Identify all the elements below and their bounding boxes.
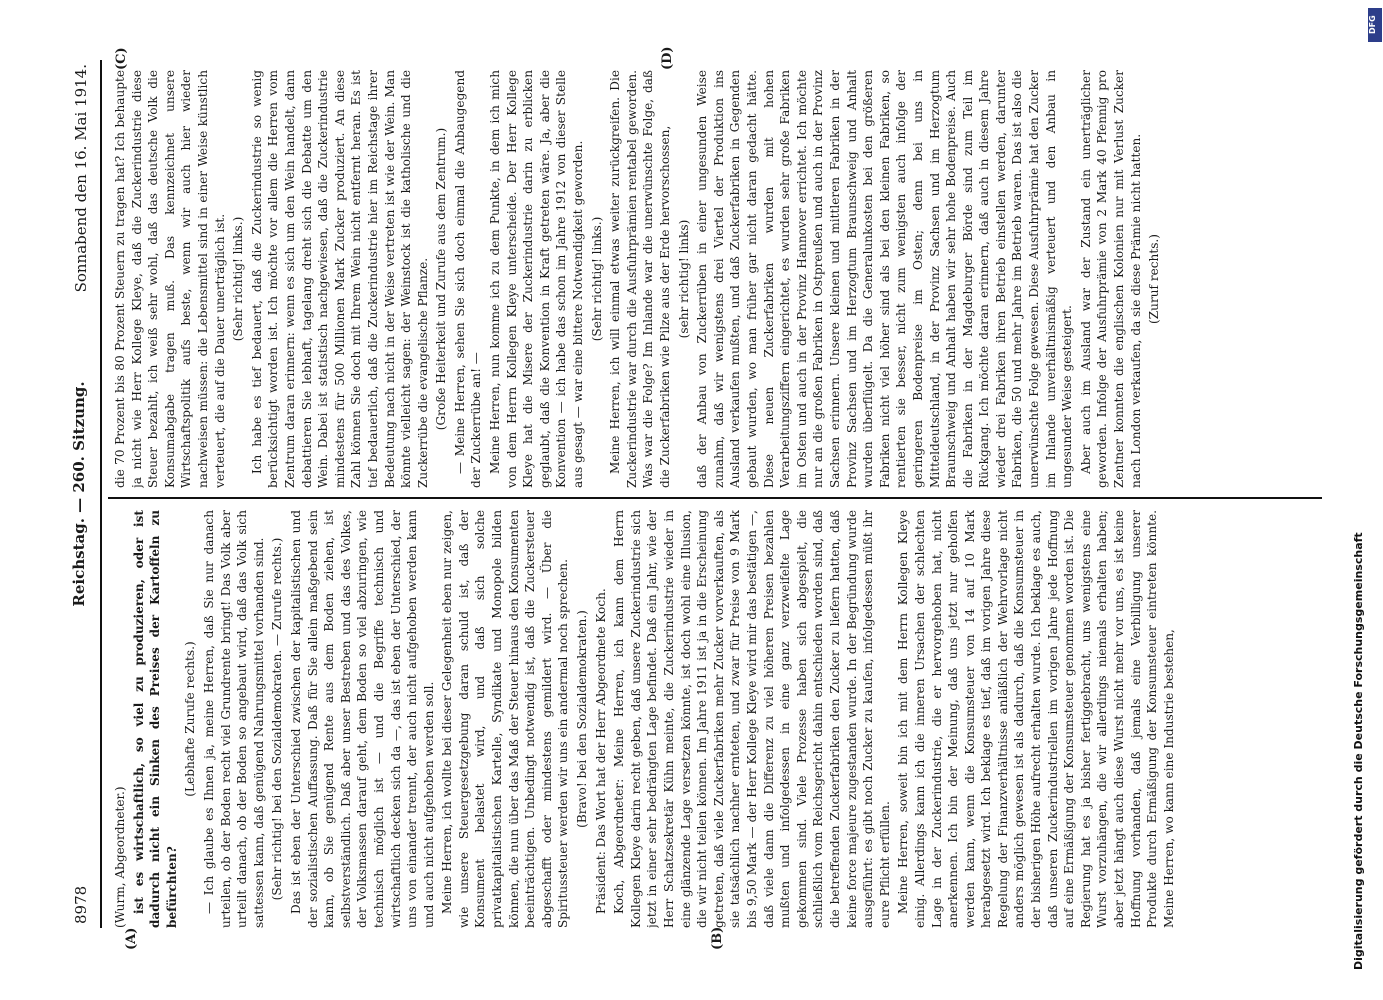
paragraph: (Bravo! bei den Sozialdemokraten.) — [575, 610, 590, 828]
paragraph: Koch, Abgeordneter: Meine Herren, ich kann dem Herrn Kollegen Kleye darin recht geben, daß unsere Zuckerindustrie sich jetzt in einer sehr bedrängten Lage befindet. Daß ein Jahr, wie der Herr Schatzsekretär Kühn meinte, die Zuckerindustrie wieder in eine glänzende Lage versetzen könnte, ist doch wohl eine Illusion, die wir nicht teilen können. Im Jahre 1911 ist ja in die Erscheinung getreten, daß viele Zuckerfabriken mehr Zucker vorverkauften, als sie tatsächlich nachher ernteten, und zwar für Preise von 9 Mark bis 9,50 Mark — der Herr Kollege Kleye wird mir das bestätigen —, daß viele dann die Differenz zu viel höheren Preisen bezahlen mußten und infolgedessen in eine ganz verzweifelte Lage gekommen sind. Viele Prozesse haben sich abgespielt, die schließlich vom Reichsgericht dahin entschieden worden sind, daß die betreffenden Zuckerfabriken den Zucker zu liefern hatten, daß keine force majeure zugestanden wurde. In der Begründung wurde ausgeführt: es gibt noch Zucker zu kaufen, infolgedessen müßt ihr eure Pflicht erfüllen. — [612, 510, 892, 928]
paragraph: — Meine Herren, sehen Sie sich doch einmal die Anbaugegend der Zuckerrübe an! — — [452, 70, 484, 488]
column-divider — [108, 497, 1322, 499]
document-page — [60, 46, 1332, 950]
dfg-logo: DFG — [1368, 8, 1382, 42]
session-date: Sonnabend den 16. Mai 1914. — [72, 64, 90, 293]
paragraph: (Große Heiterkeit und Zurufe aus dem Zentrum.) — [434, 127, 449, 431]
margin-marker-a: (A) — [124, 927, 139, 950]
paragraph: — Ich glaube es Ihnen ja, meine Herren, daß Sie nur danach urteilen, ob der Boden recht viel Grundrente bringt! Das Volk aber urteilt danach, ob der Boden so angebaut wird, daß das Volk sich sattessen kann, daß genügend Nahrungsmittel vorhanden sind. — [201, 510, 266, 928]
page-number: 8978 — [72, 885, 90, 924]
paragraph: Präsident: Das Wort hat der Herr Abgeordnete Koch. — [593, 588, 608, 914]
paragraph: Meine Herren, ich will einmal etwas weiter zurückgreifen. Die Zuckerindustrie war durch die Ausfuhrprämien rentabel geworden. Was war die Folge? Im Inlande war die unerwünschte Folge, daß die Zuckerfabriken wie Pilze aus der Erde hervorschossen, — [608, 70, 672, 488]
paragraph: (Wurm, Abgeordneter.) — [113, 786, 127, 928]
paragraph: (Sehr richtig! links.) — [231, 216, 246, 342]
paragraph: (Sehr richtig! links.) — [589, 216, 604, 342]
paragraph: Meine Herren, ich wollte bei dieser Gelegenheit eben nur zeigen, wie unsere Steuergesetzgebung daran schuld ist, daß der Konsument belastet wird, und daß sich solche privatkapitalistischen Kartelle, Syndikate und Monopole bilden können, die nun über das Maß der Steuer hinaus den Konsumenten beeinträchtigen. Unbedingt notwendig ist, daß die Zuckersteuer abgeschafft oder mindestens gemildert wird. — Über die Spiritussteuer werden wir uns ein andermal noch sprechen. — [440, 510, 571, 928]
margin-marker-b: (B) — [710, 926, 725, 950]
margin-marker-c: (C) — [114, 47, 129, 70]
funding-note: Digitalisierung gefördert durch die Deutsche Forschungsgemeinschaft — [1352, 532, 1365, 970]
page-header — [60, 60, 102, 928]
paragraph: Das ist eben der Unterschied zwischen der kapitalistischen und der sozialistischen Auffassung. Daß für Sie allein maßgebend sein kann, ob Sie genügend Rente aus dem Boden ziehen, ist selbstverständlich. Daß aber unser Bestreben und das des Volkes, der Volksmassen darauf geht, dem Boden so viel abzuringen, wie technisch möglich ist — und die Begriffe technisch und wirtschaftlich decken sich da —, das ist eben der Unterschied, der uns von einander trennt, der auch nicht aufgehoben werden kann und auch nicht aufgehoben werden soll. — [288, 510, 436, 928]
margin-marker-d: (D) — [660, 46, 675, 70]
paragraph: Ich habe es tief bedauert, daß die Zuckerindustrie so wenig berücksichtigt worden ist. Ich möchte vor allem die Herren vom Zentrum daran erinnern: wenn es sich um den Wein handelt, dann debattieren Sie lebhaft, tagelang dreht sich die Debatte um den Wein. Dabei ist statistisch nachgewiesen, daß die Zuckerindustrie mindestens für 500 Millionen Mark Zucker produziert. An diese Zahl können Sie doch mit Ihrem Wein nicht entfernt heran. Es ist tief bedauerlich, daß die Zuckerindustrie hier im Reichstage ihrer Bedeutung nach nicht in der Weise vertreten ist wie der Wein. Man könnte vielleicht sagen: der Weinstock ist die katholische und die Zuckerrübe die evangelische Pflanze. — [249, 70, 430, 488]
paragraph: (Zuruf rechts.) — [1147, 234, 1162, 324]
paragraph: (sehr richtig! links) — [676, 219, 691, 339]
paragraph: (Lebhafte Zurufe rechts.) — [183, 641, 198, 797]
paragraph: Meine Herren, nun komme ich zu dem Punkte, in dem ich mich von dem Herrn Kollegen Kleye unterscheide. Der Herr Kollege Kleye hat die Misere der Zuckerindustrie darin zu erblicken geglaubt, daß die Konvention in Kraft getreten wäre. Ja, aber die Konvention — ich habe das schon im Jahre 1912 von dieser Stelle aus gesagt — war eine bittere Notwendigkeit geworden. — [488, 70, 586, 488]
paragraph: Aber auch im Ausland war der Zustand ein unerträglicher geworden. Infolge der Ausfuhrprämie von 2 Mark 40 Pfennig pro Zentner konnten die englischen Kolonien nur mit Verlust Zucker nach London verkaufen, da sie diese Prämie nicht hatten. — [1078, 70, 1143, 488]
paragraph: (Sehr richtig! bei den Sozialdemokraten. — Zurufe rechts.) — [270, 537, 285, 901]
text-column-left — [112, 510, 1312, 928]
session-title: Reichstag. — 260. Sitzung. — [70, 381, 88, 607]
text-column-right — [112, 70, 1312, 488]
paragraph: daß der Anbau von Zuckerrüben in einer ungesunden Weise zunahm, daß wir wenigstens drei Viertel der Produktion ins Ausland verkaufen mußten, und daß Zuckerfabriken in Gegenden gebaut wurden, wo man früher gar nicht daran gedacht hätte. Diese neuen Zuckerfabriken wurden mit hohen Verarbeitungsziffern eingerichtet, es wurden sehr große Fabriken im Osten und auch in der Provinz Hannover errichtet. Ich möchte nur an die großen Fabriken in Ostpreußen und auch in der Provinz Sachsen erinnern. Unsere kleinen und mittleren Fabriken in der Provinz Sachsen und im Herzogtum Braunschweig und Anhalt wurden überflügelt. Da die Generalunkosten bei den größeren Fabriken nicht viel höher sind als bei den kleinen Fabriken, so rentierten sie besser, nicht zum wenigsten auch infolge der geringeren Bodenpreise im Osten; denn bei uns in Mitteldeutschland, in der Provinz Sachsen und im Herzogtum Braunschweig und Anhalt haben wir sehr hohe Bodenpreise. Auch die Fabriken in der Magdeburger Börde sind zum Teil im Rückgang. Ich möchte daran erinnern, daß auch in diesem Jahre wieder drei Fabriken ihren Betrieb einstellen werden, darunter Fabriken, die 50 und mehr Jahre im Betrieb waren. Das ist also die unerwünschte Folge gewesen. Diese Ausfuhrprämie hat den Zucker im Inlande unverhältnismäßig verteuert und den Anbau in ungesunder Weise gesteigert. — [695, 70, 1075, 488]
paragraph: Meine Herren, soweit bin ich mit dem Herrn Kollegen Kleye einig. Allerdings kann ich die inneren Ursachen der schlechten Lage in der Zuckerindustrie, die er hervorgehoben hat, nicht anerkennen. Ich bin der Meinung, daß uns jetzt nur geholfen werden kann, wenn die Konsumsteuer von 14 auf 10 Mark herabgesetzt wird. Ich beklage es tief, daß im vorigen Jahre diese Regelung der Finanzverhältnisse anläßlich der Wehrvorlage nicht anders möglich gewesen ist als dadurch, daß die Konsumsteuer in der bisherigen Höhe aufrecht erhalten wurde. Ich beklage es auch, daß unseren Zuckerindustriellen im vorigen Jahre jede Hoffnung auf eine Ermäßigung der Konsumsteuer genommen worden ist. Die Regierung hat es ja bisher fertiggebracht, uns wenigstens eine Wurst vorzuhängen, die wir allerdings niemals erhalten haben; aber jetzt hängt auch diese Wurst nicht mehr vor uns, es ist keine Hoffnung vorhanden, daß jemals eine Verbilligung unserer Produkte durch Ermäßigung der Konsumsteuer eintreten könnte. Meine Herren, wo kann eine Industrie bestehen, — [896, 510, 1176, 928]
paragraph: die 70 Prozent bis 80 Prozent Steuern zu tragen hat? Ich behaupte ja nicht wie Herr Kollege Kleye, daß die Zuckerindustrie diese Steuer bezahlt, ich weiß sehr wohl, daß das deutsche Volk die Konsumabgabe tragen muß. Das kennzeichnet unsere Wirtschaftspolitik aufs beste, wenn wir auch hier wieder nachweisen müssen: die Lebensmittel sind in einer Weise künstlich verteuert, die auf die Dauer unerträglich ist. — [113, 70, 227, 488]
paragraph: ist es wirtschaftlich, so viel zu produzieren, oder ist dadurch nicht ein Sinken des Preises der Kartoffeln zu befürchten? — [131, 510, 179, 928]
